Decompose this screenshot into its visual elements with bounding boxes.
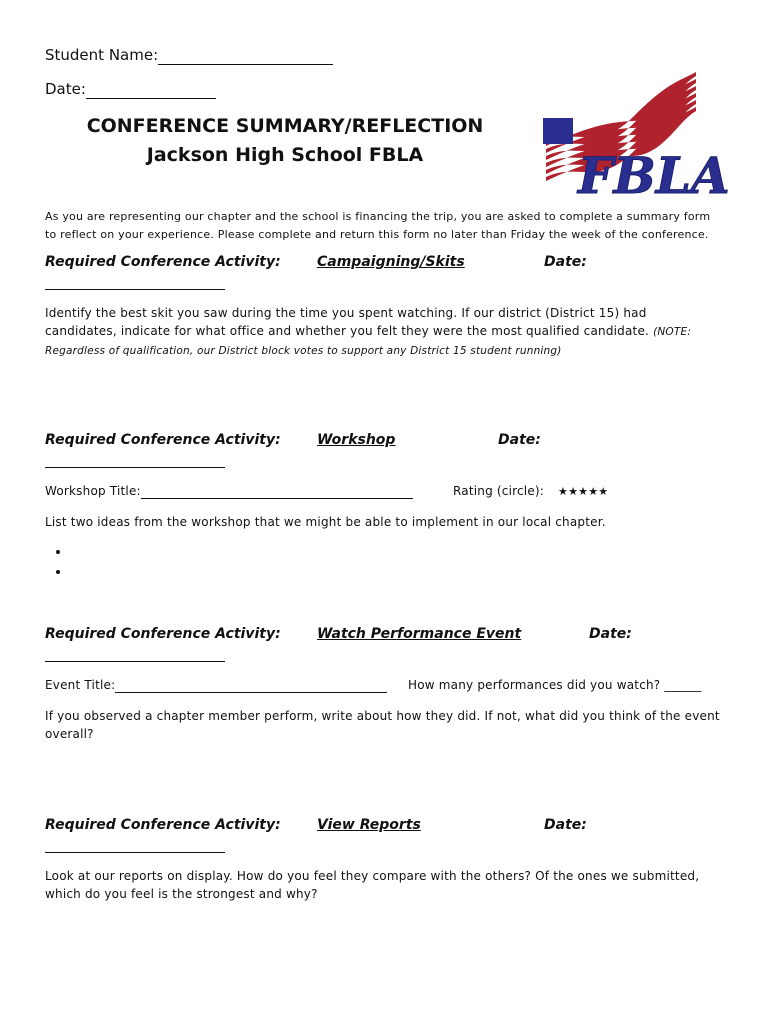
event-title-field[interactable]: [45, 678, 387, 693]
required-activity-label-3: Required Conference Activity:: [45, 626, 281, 642]
required-activity-label-4: Required Conference Activity:: [45, 817, 281, 833]
activity-name-2: Workshop: [317, 432, 396, 448]
activity-name-3: Watch Performance Event: [317, 626, 522, 642]
student-name-blank[interactable]: [158, 46, 333, 65]
date-blank-1[interactable]: [45, 289, 225, 290]
date-label-3: Date:: [589, 626, 632, 642]
date-field[interactable]: [45, 80, 216, 99]
rating-stars[interactable]: ★★★★★: [558, 485, 609, 498]
fbla-logo: [538, 60, 730, 210]
date-blank-4[interactable]: [45, 852, 225, 853]
date-label-2: Date:: [498, 432, 541, 448]
fbla-flag-icon: [538, 60, 730, 210]
student-name-label: Student Name:: [45, 46, 159, 64]
prompt-4: Look at our reports on display. How do you feel they compare with the others? Of the ones we submitted, which do you feel is the strongest and why?: [45, 869, 700, 901]
activity-name-4: View Reports: [317, 817, 421, 833]
prompt-2: List two ideas from the workshop that we might be able to implement in our local chapter.: [45, 515, 606, 529]
performances-count-field[interactable]: How many performances did you watch? ______: [408, 678, 702, 692]
page-title: CONFERENCE SUMMARY/REFLECTION: [86, 115, 484, 137]
event-title-label: Event Title:: [45, 678, 116, 692]
date-label: Date:: [45, 80, 86, 98]
activity-name-1: Campaigning/Skits: [317, 254, 465, 270]
date-blank-3[interactable]: [45, 661, 225, 662]
rating-label: Rating (circle):: [453, 484, 545, 498]
required-activity-label-1: Required Conference Activity:: [45, 254, 281, 270]
prompt-1: Identify the best skit you saw during the time you spent watching. If our district (District 15) had candidates, indicate for what office and whether you felt they were the most qualified candidate. (NOTE: Regardless of qualification, our District block votes to support any District 15 student running): [45, 306, 692, 357]
workshop-title-field[interactable]: [45, 484, 413, 499]
date-label-4: Date:: [544, 817, 587, 833]
note-1: (NOTE: Regardless of qualification, our District block votes to support any District 15 student running): [45, 326, 692, 357]
required-activity-label-2: Required Conference Activity:: [45, 432, 281, 448]
page-subtitle: Jackson High School FBLA: [146, 144, 424, 166]
date-blank-2[interactable]: [45, 467, 225, 468]
student-name-field[interactable]: [45, 46, 333, 65]
event-title-blank[interactable]: [115, 678, 387, 693]
intro-paragraph: As you are representing our chapter and the school is financing the trip, you are asked to complete a summary form to reflect on your experience. Please complete and return this form no later than Friday the week of the conference.: [45, 210, 711, 241]
date-blank[interactable]: [86, 80, 216, 99]
date-label-1: Date:: [544, 254, 587, 270]
ideas-list: [45, 541, 70, 581]
rating-field: [453, 484, 608, 498]
prompt-3: If you observed a chapter member perform, write about how they did. If not, what did you think of the event overall?: [45, 709, 720, 741]
workshop-title-label: Workshop Title:: [45, 484, 141, 498]
workshop-title-blank[interactable]: [141, 484, 413, 499]
fbla-logo-text: FBLA: [578, 146, 730, 205]
